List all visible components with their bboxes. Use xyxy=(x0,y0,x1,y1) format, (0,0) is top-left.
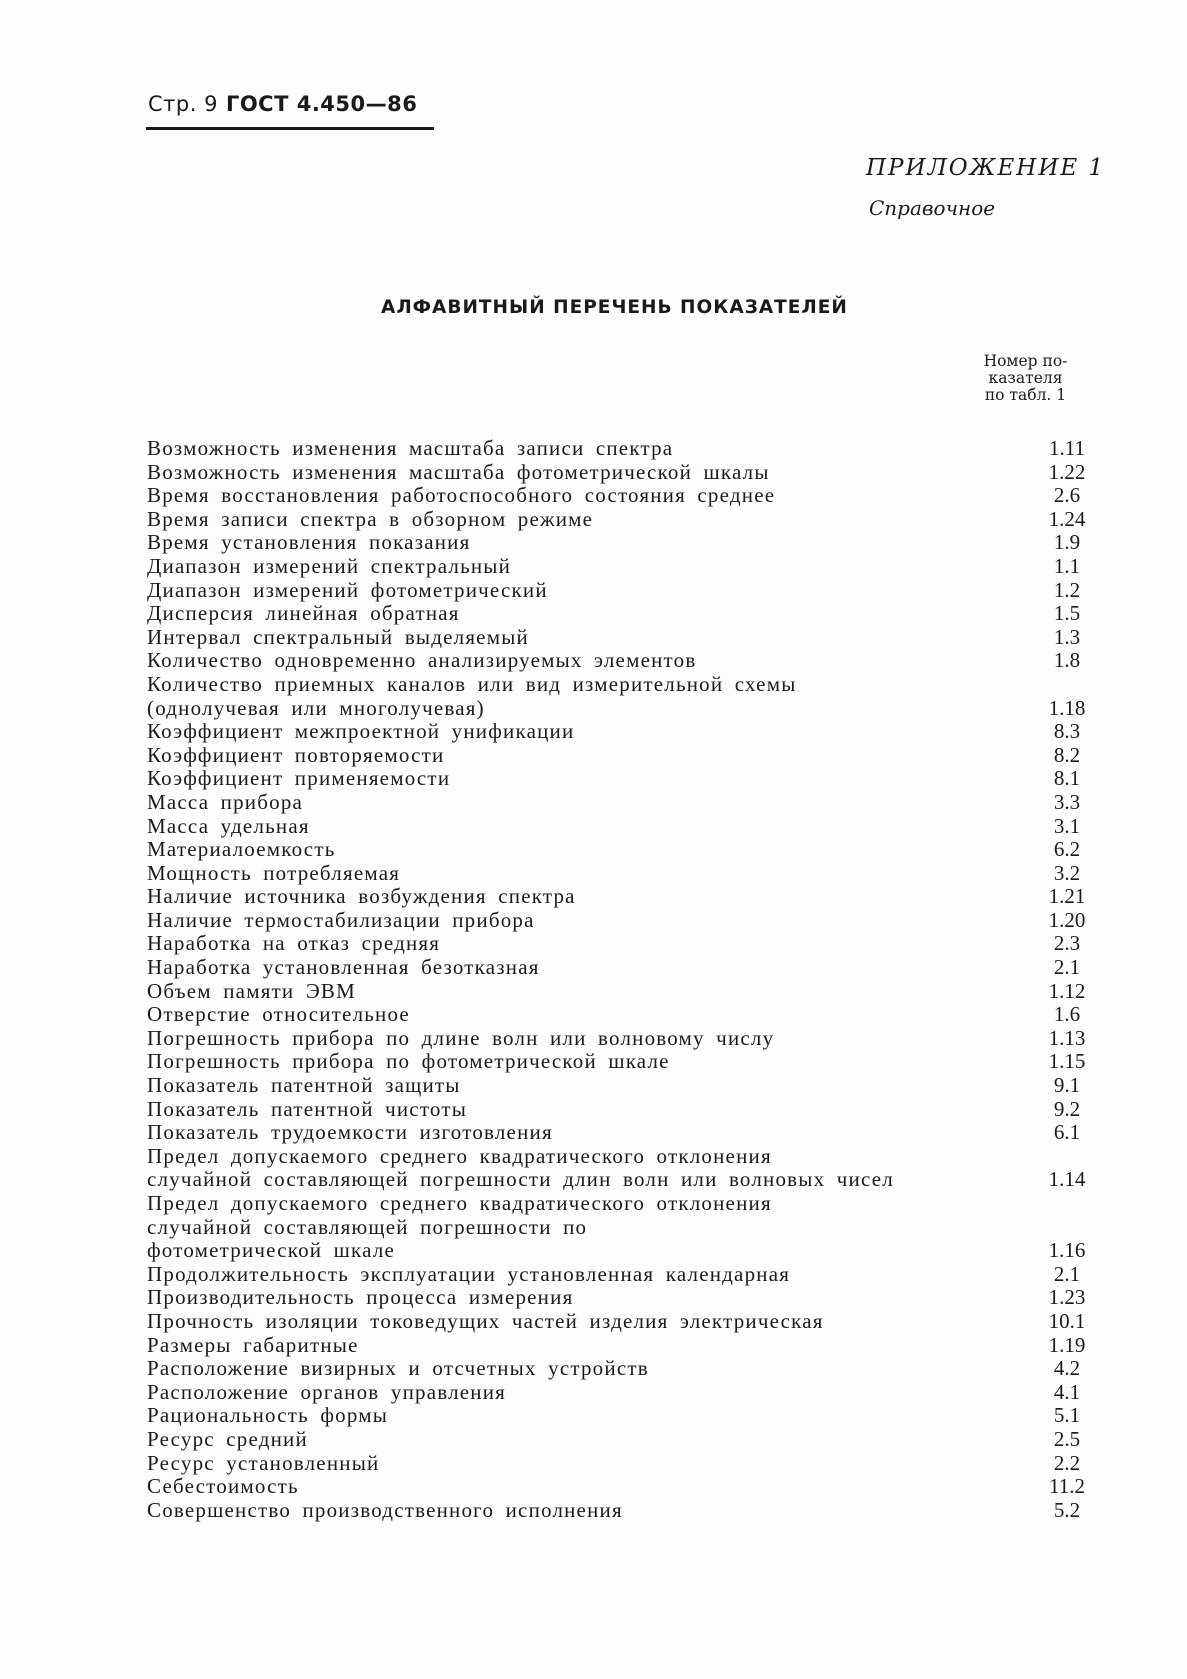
entry-name-line: случайной составляющей погрешности по xyxy=(147,1214,588,1239)
entry-name-line: Интервал спектральный выделяемый xyxy=(147,624,529,649)
entry-number: 11.2 xyxy=(1049,1474,1085,1499)
appendix-subtitle: Справочное xyxy=(869,196,996,220)
entry-number: 1.6 xyxy=(1053,1002,1081,1027)
entry-number: 2.6 xyxy=(1053,483,1081,508)
entry-number: 1.13 xyxy=(1048,1025,1086,1050)
entry-number: 1.22 xyxy=(1048,459,1086,484)
index-entry xyxy=(147,1263,1092,1287)
index-entry xyxy=(147,1145,1092,1192)
entry-name-line: Ресурс установленный xyxy=(147,1450,380,1475)
index-entry xyxy=(147,1192,1092,1263)
index-entry xyxy=(147,767,1092,791)
entry-name-line: Наработка установленная безотказная xyxy=(147,955,540,980)
entry-name xyxy=(147,1334,359,1358)
entry-name-line: Расположение органов управления xyxy=(147,1379,507,1404)
index-entry xyxy=(147,1334,1092,1358)
entry-name-line: фотометрической шкале xyxy=(147,1238,396,1263)
entry-name xyxy=(147,767,450,791)
entry-name-line: Коэффициент применяемости xyxy=(147,766,451,791)
entry-name-line: Коэффициент повторяемости xyxy=(147,742,445,767)
entry-name-line: Показатель трудоемкости изготовления xyxy=(147,1120,553,1145)
index-entry xyxy=(147,1310,1092,1334)
entry-name-line: Совершенство производственного исполнения xyxy=(147,1497,623,1522)
entry-number: 2.1 xyxy=(1053,955,1081,980)
entry-name-line: Показатель патентной защиты xyxy=(147,1073,461,1098)
entry-name-line: Время восстановления работоспособного состояния среднее xyxy=(147,483,776,508)
entry-name-line: Наличие источника возбуждения спектра xyxy=(147,884,576,909)
entry-name-line: Масса прибора xyxy=(147,789,304,814)
entry-name-line: Количество одновременно анализируемых элементов xyxy=(147,648,697,673)
entry-name-line: Продолжительность эксплуатации установленная календарная xyxy=(147,1261,791,1286)
entry-name-line: Предел допускаемого среднего квадратического отклонения xyxy=(147,1191,772,1215)
index-entry xyxy=(147,579,1092,603)
entry-name xyxy=(147,508,593,532)
entry-name-line: Производительность процесса измерения xyxy=(147,1285,574,1310)
entry-name-line: Рациональность формы xyxy=(147,1403,389,1428)
entry-name-line: Объем памяти ЭВМ xyxy=(147,978,356,1003)
entry-name xyxy=(147,673,797,720)
entry-number: 1.15 xyxy=(1048,1049,1086,1074)
index-entry xyxy=(147,1452,1092,1476)
entry-name xyxy=(147,744,444,768)
entry-name xyxy=(147,909,535,933)
index-entry xyxy=(147,1074,1092,1098)
entry-name xyxy=(147,1098,467,1122)
entry-number: 2.5 xyxy=(1053,1426,1081,1451)
entry-name xyxy=(147,815,310,839)
entry-name-line: Погрешность прибора по фотометрической шкале xyxy=(147,1049,670,1074)
appendix-title: ПРИЛОЖЕНИЕ 1 xyxy=(866,155,1106,181)
entry-name xyxy=(147,626,529,650)
entry-name xyxy=(147,579,548,603)
index-entry xyxy=(147,791,1092,815)
entry-number: 1.3 xyxy=(1053,624,1081,649)
entry-name-line: Погрешность прибора по длине волн или волновому числу xyxy=(147,1025,775,1050)
entry-name xyxy=(147,862,400,886)
entry-name xyxy=(147,1428,308,1452)
entry-name xyxy=(147,1027,774,1051)
entry-name-line: случайной составляющей погрешности длин волн или волновых чисел xyxy=(147,1167,894,1192)
entry-name-line: Мощность потребляемая xyxy=(147,860,401,885)
entry-number: 3.3 xyxy=(1053,789,1081,814)
column-header-line: казателя xyxy=(988,369,1063,387)
entry-number: 9.2 xyxy=(1053,1096,1081,1121)
entry-name-line: Материалоемкость xyxy=(147,837,336,862)
entry-name-line: Возможность изменения масштаба записи спектра xyxy=(147,436,674,460)
entry-name-line: (однолучевая или многолучевая) xyxy=(147,695,485,720)
index-entry xyxy=(147,862,1092,886)
header-rule xyxy=(146,127,434,130)
entry-name xyxy=(147,531,470,555)
index-entry xyxy=(147,720,1092,744)
entry-name-line: Показатель патентной чистоты xyxy=(147,1096,468,1121)
entry-name-line: Количество приемных каналов или вид измерительной схемы xyxy=(147,671,797,696)
entry-number: 3.2 xyxy=(1053,860,1081,885)
entry-name xyxy=(147,1074,461,1098)
entry-number: 1.24 xyxy=(1048,506,1086,531)
entry-number: 1.2 xyxy=(1053,577,1081,602)
entry-name xyxy=(147,1499,623,1523)
entry-number: 10.1 xyxy=(1048,1308,1086,1333)
entry-number: 5.2 xyxy=(1053,1497,1081,1522)
index-entry xyxy=(147,461,1092,485)
entry-name-line: Отверстие относительное xyxy=(147,1002,410,1027)
index-entry xyxy=(147,602,1092,626)
entry-name xyxy=(147,555,511,579)
entry-number: 1.12 xyxy=(1048,978,1086,1003)
index-entry xyxy=(147,1381,1092,1405)
entry-name-line: Наличие термостабилизации прибора xyxy=(147,907,535,932)
column-header-line: Номер по- xyxy=(983,352,1068,370)
entry-number: 8.1 xyxy=(1053,766,1081,791)
document-code: ГОСТ 4.450—86 xyxy=(225,92,418,116)
index-entry xyxy=(147,909,1092,933)
entry-name xyxy=(147,461,770,485)
entry-name-line: Возможность изменения масштаба фотометрической шкалы xyxy=(147,459,770,484)
entry-name xyxy=(147,720,574,744)
entry-number: 6.1 xyxy=(1053,1120,1081,1145)
entry-number: 1.23 xyxy=(1048,1285,1086,1310)
entry-name xyxy=(147,1381,506,1405)
column-header-line: по табл. 1 xyxy=(984,386,1067,404)
entry-name-line: Ресурс средний xyxy=(147,1426,308,1451)
index-entry xyxy=(147,555,1092,579)
index-entry xyxy=(147,1499,1092,1523)
index-entry xyxy=(147,673,1092,720)
index-entry xyxy=(147,484,1092,508)
entry-name xyxy=(147,649,696,673)
entry-number: 1.18 xyxy=(1048,695,1086,720)
index-entry xyxy=(147,932,1092,956)
entry-number: 1.5 xyxy=(1053,601,1081,626)
entry-number: 1.11 xyxy=(1049,436,1085,460)
entry-name xyxy=(147,1263,790,1287)
entry-number: 5.1 xyxy=(1053,1403,1081,1428)
entry-name-line: Диапазон измерений фотометрический xyxy=(147,577,548,602)
entry-name-line: Коэффициент межпроектной унификации xyxy=(147,719,575,744)
entry-name xyxy=(147,1286,573,1310)
entry-number: 3.1 xyxy=(1053,813,1081,838)
index-entry xyxy=(147,815,1092,839)
entry-name xyxy=(147,437,673,461)
entry-name xyxy=(147,1121,553,1145)
index-entry xyxy=(147,1003,1092,1027)
entry-name xyxy=(147,484,775,508)
entry-number: 2.1 xyxy=(1053,1261,1081,1286)
entry-name xyxy=(147,1357,649,1381)
entry-name-line: Себестоимость xyxy=(147,1474,299,1499)
index-entry xyxy=(147,1404,1092,1428)
page-title: АЛФАВИТНЫЙ ПЕРЕЧЕНЬ ПОКАЗАТЕЛЕЙ xyxy=(381,297,848,318)
index-list xyxy=(147,437,1092,1522)
entry-number: 8.2 xyxy=(1053,742,1081,767)
index-entry xyxy=(147,980,1092,1004)
entry-number: 1.9 xyxy=(1053,530,1081,555)
entry-name xyxy=(147,1452,379,1476)
entry-name xyxy=(147,1050,670,1074)
index-entry xyxy=(147,838,1092,862)
entry-number: 1.14 xyxy=(1048,1167,1086,1192)
index-entry xyxy=(147,885,1092,909)
index-entry xyxy=(147,1475,1092,1499)
index-entry xyxy=(147,1357,1092,1381)
entry-number: 1.8 xyxy=(1053,648,1081,673)
entry-name xyxy=(147,1475,299,1499)
entry-name-line: Размеры габаритные xyxy=(147,1332,359,1357)
entry-name xyxy=(147,1145,894,1192)
index-entry xyxy=(147,531,1092,555)
index-entry xyxy=(147,649,1092,673)
entry-name xyxy=(147,838,335,862)
entry-number: 4.2 xyxy=(1053,1356,1081,1381)
index-entry xyxy=(147,1050,1092,1074)
entry-number: 1.1 xyxy=(1053,553,1081,578)
index-entry xyxy=(147,1286,1092,1310)
entry-name-line: Наработка на отказ средняя xyxy=(147,931,441,956)
entry-name-line: Время записи спектра в обзорном режиме xyxy=(147,506,594,531)
entry-name-line: Диапазон измерений спектральный xyxy=(147,553,512,578)
entry-name xyxy=(147,980,356,1004)
entry-name-line: Предел допускаемого среднего квадратического отклонения xyxy=(147,1143,772,1168)
index-entry xyxy=(147,1428,1092,1452)
entry-number: 4.1 xyxy=(1053,1379,1081,1404)
entry-number: 1.16 xyxy=(1048,1238,1086,1263)
column-header xyxy=(968,353,1083,404)
entry-name-line: Время установления показания xyxy=(147,530,471,555)
index-entry xyxy=(147,1121,1092,1145)
entry-name-line: Дисперсия линейная обратная xyxy=(147,601,460,626)
entry-name xyxy=(147,602,460,626)
entry-name xyxy=(147,1192,772,1263)
entry-name xyxy=(147,1404,388,1428)
entry-name-line: Прочность изоляции токоведущих частей изделия электрическая xyxy=(147,1308,824,1333)
index-entry xyxy=(147,744,1092,768)
entry-name xyxy=(147,1003,410,1027)
entry-number: 2.2 xyxy=(1053,1450,1081,1475)
entry-name xyxy=(147,885,576,909)
entry-name xyxy=(147,956,540,980)
entry-number: 1.21 xyxy=(1048,884,1086,909)
index-entry xyxy=(147,1098,1092,1122)
entry-name-line: Масса удельная xyxy=(147,813,310,838)
entry-name xyxy=(147,932,440,956)
index-entry xyxy=(147,956,1092,980)
entry-number: 8.3 xyxy=(1053,719,1081,744)
entry-name xyxy=(147,791,303,815)
page-header xyxy=(148,92,417,116)
index-entry xyxy=(147,437,1092,461)
entry-number: 6.2 xyxy=(1053,837,1081,862)
index-entry xyxy=(147,508,1092,532)
entry-number: 2.3 xyxy=(1053,931,1081,956)
entry-name-line: Расположение визирных и отсчетных устройств xyxy=(147,1356,649,1381)
index-entry xyxy=(147,626,1092,650)
entry-number: 1.19 xyxy=(1048,1332,1086,1357)
index-entry xyxy=(147,1027,1092,1051)
page-number: Стр. 9 xyxy=(148,92,218,116)
entry-number: 1.20 xyxy=(1048,907,1086,932)
entry-name xyxy=(147,1310,824,1334)
entry-number: 9.1 xyxy=(1053,1073,1081,1098)
